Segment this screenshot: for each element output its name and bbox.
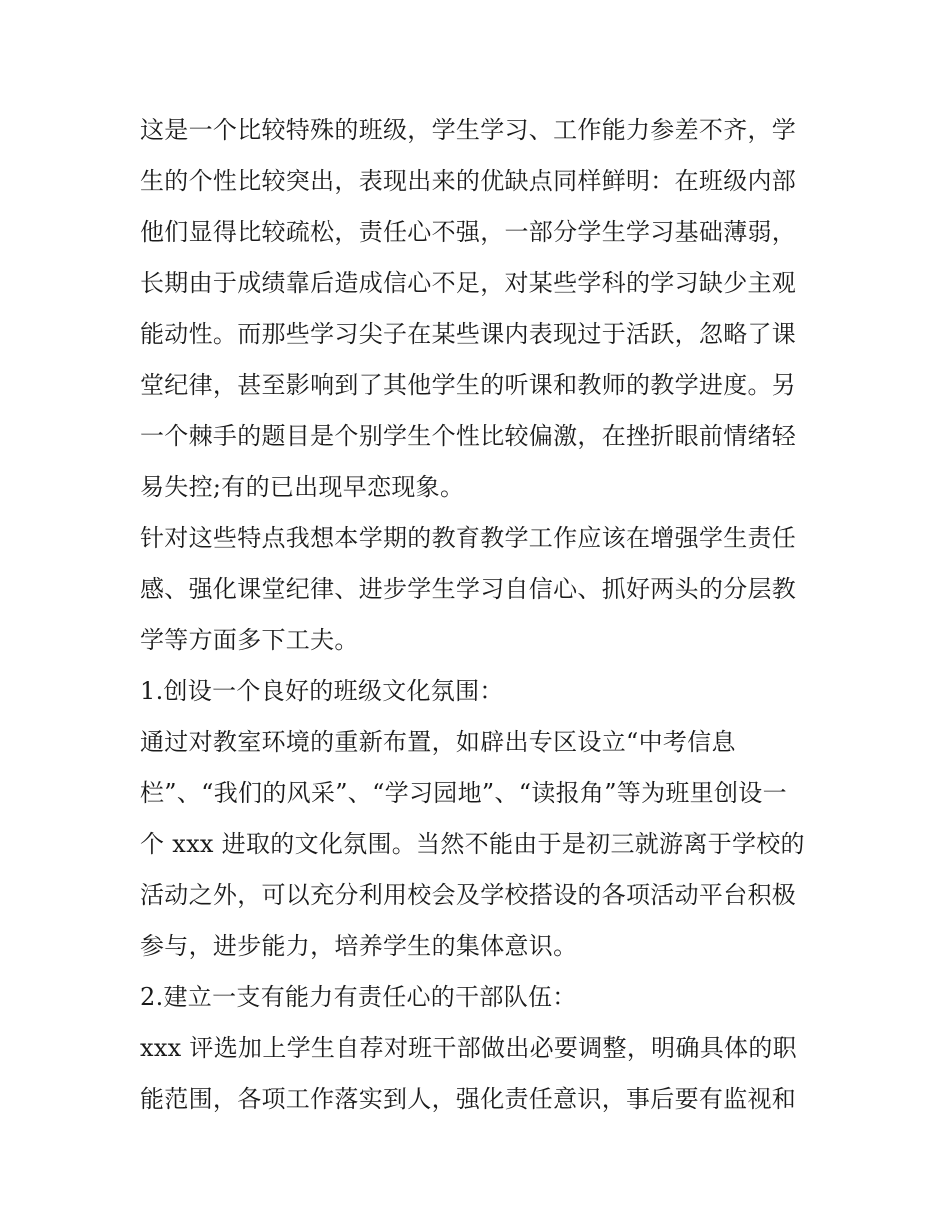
text-line: 生的个性比较突出，表现出来的优缺点同样鲜明：在班级内部: [140, 167, 797, 195]
paragraph-class-cadres: [140, 1023, 812, 1125]
text-line: 堂纪律，甚至影响到了其他学生的听课和教师的教学进度。另: [140, 371, 797, 399]
text-line: 针对这些特点我想本学期的教育教学工作应该在增强学生责任: [140, 524, 797, 552]
heading-line: 2.建立一支有能力有责任心的干部队伍：: [140, 983, 577, 1011]
text-line: 感、强化课堂纪律、进步学生学习自信心、抓好两头的分层教: [140, 575, 797, 603]
text-line: 一个棘手的题目是个别学生个性比较偏激，在挫折眼前情绪轻: [140, 422, 797, 450]
paragraph-class-culture: [140, 717, 812, 972]
text-line: 他们显得比较疏松，责任心不强，一部分学生学习基础薄弱，: [140, 218, 797, 246]
text-line: 能动性。而那些学习尖子在某些课内表现过于活跃，忽略了课: [140, 320, 797, 348]
text-line: 这是一个比较特殊的班级，学生学习、工作能力参差不齐，学: [140, 116, 797, 144]
heading-line: 1.创设一个良好的班级文化氛围：: [140, 677, 504, 705]
section-heading-1: [140, 666, 812, 717]
paragraph-semester-plan: [140, 513, 812, 666]
text-line: 易失控;有的已出现早恋现象。: [140, 473, 465, 501]
text-line: 长期由于成绩靠后造成信心不足，对某些学科的学习缺少主观: [140, 269, 797, 297]
text-line: 栏”、“我们的风采”、“学习园地”、“读报角”等为班里创设一: [140, 779, 787, 807]
text-line: 参与，进步能力，培养学生的集体意识。: [140, 932, 578, 960]
text-line: xxx 评选加上学生自荐对班干部做出必要调整，明确具体的职: [140, 1034, 797, 1062]
text-line: 活动之外，可以充分利用校会及学校搭设的各项活动平台积极: [140, 881, 797, 909]
section-heading-2: [140, 972, 812, 1023]
text-line: 能范围，各项工作落实到人，强化责任意识，事后要有监视和: [140, 1085, 797, 1113]
document-body: [140, 105, 812, 1125]
text-line: 学等方面多下工夫。: [140, 626, 359, 654]
paragraph-class-description: [140, 105, 812, 513]
text-line: 个 xxx 进取的文化氛围。当然不能由于是初三就游离于学校的: [140, 830, 805, 858]
text-line: 通过对教室环境的重新布置，如辟出专区设立“中考信息: [140, 728, 736, 756]
